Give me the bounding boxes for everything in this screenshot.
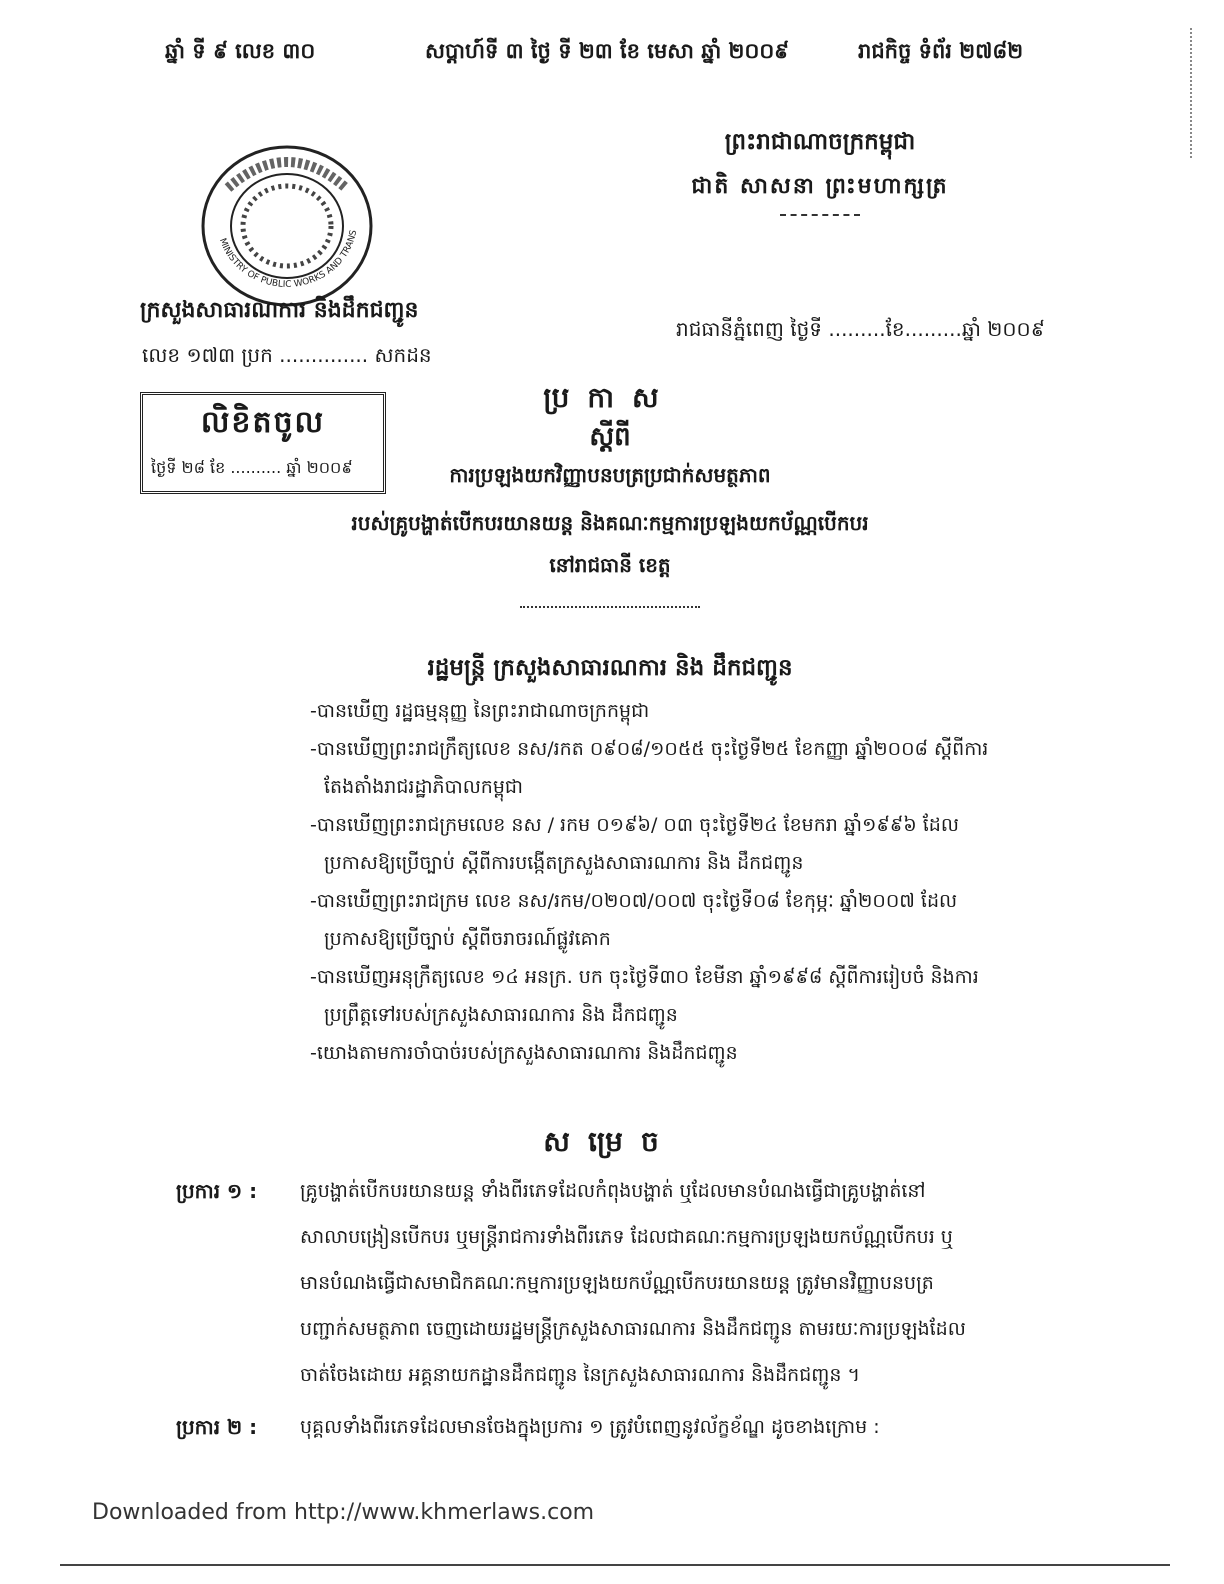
document-type: ប្រកាស bbox=[543, 381, 677, 414]
article-label: ប្រការ ២ : bbox=[176, 1415, 258, 1439]
basis-item: ប្រកាសឱ្យប្រើច្បាប់ ស្តីពីចរាចរណ៍ផ្លូវគោក bbox=[324, 928, 611, 950]
issuing-ministry: ក្រសួងសាធារណការ និងដឹកជញ្ជូន bbox=[140, 298, 419, 323]
stamp-title: លិខិតចូល bbox=[200, 405, 326, 440]
basis-item: ប្រព្រឹត្តទៅរបស់ក្រសួងសាធារណការ និង ដឹកជញ្ជូន bbox=[324, 1004, 678, 1026]
basis-item: -យោងតាមការចាំបាច់របស់ក្រសួងសាធារណការ និងដឹកជញ្ជូន bbox=[310, 1042, 738, 1064]
basis-item: -បានឃើញព្រះរាជក្រឹត្យលេខ នស/រកត ០៩០៨/១០៥៥ ចុះថ្ងៃទី២៥ ខែកញ្ញា ឆ្នាំ២០០៨ ស្តីពីការ bbox=[310, 738, 989, 760]
national-motto: ជាតិ សាសនា ព្រះមហាក្សត្រ bbox=[691, 174, 949, 199]
basis-item: -បានឃើញព្រះរាជក្រមលេខ នស / រកម ០១៩៦/ ០៣ ចុះថ្ងៃទី២៤ ខែមករា ឆ្នាំ១៩៩៦ ដែល bbox=[310, 814, 959, 836]
article-line: ចាត់ចែងដោយ អគ្គនាយកដ្ឋានដឹកជញ្ជូន នៃក្រសួងសាធារណការ និងដឹកជញ្ជូន ។ bbox=[300, 1364, 861, 1386]
subject-line: នៅរាជធានី ខេត្ត bbox=[549, 553, 671, 577]
reference-number: លេខ ១៧៣ ប្រក .............. សកដន bbox=[142, 343, 432, 367]
place-and-date: រាជធានីភ្នំពេញ ថ្ងៃទី .........ខែ.........ឆ្នាំ ២០០៩ bbox=[676, 317, 1045, 341]
basis-item: ប្រកាសឱ្យប្រើច្បាប់ ស្តីពីការបង្កើតក្រសួងសាធារណការ និង ដឹកជញ្ជូន bbox=[324, 852, 804, 874]
subject-line: ការប្រឡងយកវិញ្ញាបនបត្រប្រជាក់សមត្ថភាព bbox=[449, 463, 771, 487]
article-line: បុគ្គលទាំងពីរភេទដែលមានចែងក្នុងប្រការ ១ ត្រូវបំពេញនូវល័ក្ខខ័ណ្ឌ ដូចខាងក្រោម : bbox=[300, 1416, 880, 1438]
article-body bbox=[300, 1168, 1040, 1398]
footer-divider bbox=[60, 1564, 1170, 1566]
kingdom-title: ព្រះរាជាណាចក្រកម្ពុជា bbox=[724, 129, 916, 155]
basis-item: តែងតាំងរាជរដ្ឋាភិបាលកម្ពុជា bbox=[324, 776, 523, 798]
gazette-page: រាជកិច្ច ទំព័រ ២៧៨២ bbox=[858, 39, 1024, 63]
decision-heading: សម្រេច bbox=[543, 1125, 677, 1158]
article-body bbox=[300, 1404, 1040, 1450]
article-label: ប្រការ ១ : bbox=[176, 1179, 258, 1203]
gazette-issue: ឆ្នាំ ទី ៩ លេខ ៣០ bbox=[165, 39, 316, 63]
basis-list bbox=[310, 692, 1030, 1072]
article-line: គ្រូបង្ហាត់បើកបរយានយន្ត ទាំងពីរភេទដែលកំពុងបង្ហាត់ ឬដែលមានបំណងធ្វើជាគ្រូបង្ហាត់នៅ bbox=[300, 1180, 926, 1202]
basis-item: -បានឃើញព្រះរាជក្រម លេខ នស/រកម/០២០៧/០០៧ ចុះថ្ងៃទី០៨ ខែកុម្ភៈ ឆ្នាំ២០០៧ ដែល bbox=[310, 890, 958, 912]
basis-item: -បានឃើញអនុក្រឹត្យលេខ ១៤ អនក្រ. បក ចុះថ្ងៃទី៣០ ខែមីនា ឆ្នាំ១៩៩៨ ស្តីពីការរៀបចំ និងការ bbox=[310, 966, 979, 988]
seal-text: MINISTRY OF PUBLIC WORKS AND TRANS bbox=[216, 229, 360, 290]
article-line: សាលាបង្រៀនបើកបរ ឬមន្ត្រីរាជការទាំងពីរភេទ ដែលជាគណៈកម្មការប្រឡងយកប័ណ្ណបើកបរ ឬ bbox=[300, 1226, 953, 1248]
subject-label: ស្តីពី bbox=[589, 422, 631, 452]
basis-item: -បានឃើញ រដ្ឋធម្មនុញ្ញ នៃព្រះរាជាណាចក្រកម្ពុជា bbox=[310, 700, 650, 722]
article-line: បញ្ជាក់សមត្ថភាព ចេញដោយរដ្ឋមន្ត្រីក្រសួងសាធារណការ និងដឹកជញ្ជូន តាមរយៈការប្រឡងដែល bbox=[300, 1318, 966, 1340]
article-line: មានបំណងធ្វើជាសមាជិកគណៈកម្មការប្រឡងយកប័ណ្ណបើកបរយានយន្ត ត្រូវមានវិញ្ញាបនបត្រ bbox=[300, 1272, 934, 1294]
title-divider bbox=[520, 606, 700, 608]
download-source: Downloaded from http://www.khmerlaws.com bbox=[92, 1500, 595, 1525]
ministry-seal-icon bbox=[198, 142, 376, 310]
stamp-date: ថ្ងៃទី ២៨ ខែ .......... ឆ្នាំ ២០០៩ bbox=[151, 458, 353, 477]
gazette-week-date: សប្តាហ៍ទី ៣ ថ្ងៃ ទី ២៣ ខែ មេសា ឆ្នាំ ២០០៩ bbox=[425, 39, 790, 63]
subject-line: របស់គ្រូបង្ហាត់បើកបរយានយន្ត និងគណៈកម្មការប្រឡងយកប័ណ្ណបើកបរ bbox=[351, 511, 869, 535]
issuing-authority: រដ្ឋមន្ត្រី ក្រសួងសាធារណការ និង ដឹកជញ្ជូន bbox=[427, 655, 793, 681]
motto-divider bbox=[780, 214, 860, 216]
margin-mark bbox=[1190, 28, 1192, 158]
